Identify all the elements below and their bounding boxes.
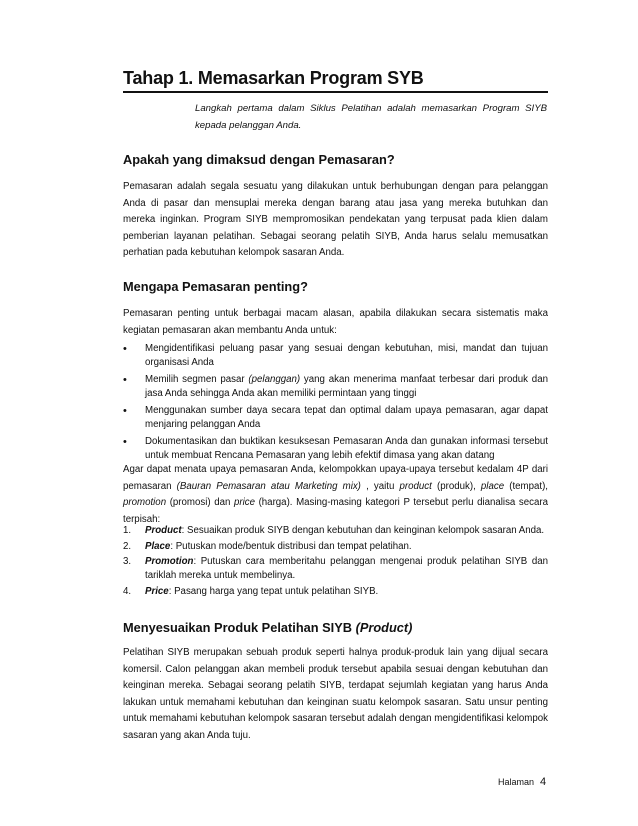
numbered-list <box>123 524 548 600</box>
page-label: Halaman <box>498 777 535 787</box>
page-title: Tahap 1. Memasarkan Program SYB <box>123 68 548 93</box>
bullet-icon: • <box>123 343 127 355</box>
bullet-icon: • <box>123 436 127 448</box>
marketing-mix-paragraph: Agar dapat menata upaya pemasaran Anda, kelompokkan upaya-upaya tersebut kedalam 4P dari pemasaran (Bauran Pemasaran atau Marketing mix) , yaitu product (produk), place (tempat), promotion (promosi) dan price (harga). Masing-masing kategori P tersebut perlu dianalisa secara terpisah: <box>123 464 549 525</box>
list-item: 3. Promotion: Putuskan cara memberitahu pelanggan mengenai produk pelatihan SIYB dan tariklah mereka untuk membelinya. <box>123 556 548 581</box>
bullet-icon: • <box>123 405 127 417</box>
section-heading-marketing-importance: Mengapa Pemasaran penting? <box>123 279 308 294</box>
list-item: • Mengidentifikasi peluang pasar yang sesuai dengan kebutuhan, misi, mandat dan tujuan organisasi Anda <box>123 343 548 368</box>
section-body-marketing-definition: Pemasaran adalah segala sesuatu yang dilakukan untuk berhubungan dengan para pelanggan Anda di pasar dan mensuplai mereka dengan barang atau jasa yang mereka butuhkan dan mereka inginkan. Program SIYB mempromosikan pendekatan yang terpusat pada klien dalam pemberian layanan pelatihan. Sebagai seorang pelatih SIYB, Anda harus selalu memusatkan perhatian pada kebutuhan kelompok sasaran Anda. <box>123 181 548 258</box>
page-footer <box>498 776 546 788</box>
bullet-list <box>123 342 548 466</box>
list-item: • Dokumentasikan dan buktikan kesuksesan Pemasaran Anda dan gunakan informasi tersebut untuk membuat Rencana Pemasaran yang lebih efektif dimasa yang akan datang <box>123 436 548 461</box>
bullet-icon: • <box>123 374 127 386</box>
section-body-marketing-importance: Pemasaran penting untuk berbagai macam alasan, apabila dilakukan secara sistematis maka kegiatan pemasaran akan membantu Anda untuk: <box>123 308 548 336</box>
section-heading-marketing-definition: Apakah yang dimaksud dengan Pemasaran? <box>123 152 395 167</box>
page-number: 4 <box>540 776 547 788</box>
list-item: • Menggunakan sumber daya secara tepat dan optimal dalam upaya pemasaran, agar dapat menjaring pelanggan Anda <box>123 405 548 430</box>
section-body-product: Pelatihan SIYB merupakan sebuah produk seperti halnya produk-produk lain yang dijual secara komersil. Calon pelanggan akan membeli produk tersebut apabila sesuai dengan kebutuhan dan keinginan mereka. Sebagai seorang pelatih SIYB, terdapat sejumlah kegiatan yang harus Anda lakukan untuk memahami kebutuhan dan keinginan suatu kelompok sasaran. Satu unsur penting untuk memahami kebutuhan kelompok sasaran tersebut adalah dengan mengidentifikasi kelompok sasaran yang akan Anda tuju. <box>123 647 548 741</box>
list-item: 2. Place: Putuskan mode/bentuk distribusi dan tempat pelatihan. <box>123 540 412 552</box>
list-item: 1. Product: Sesuaikan produk SIYB dengan kebutuhan dan keinginan kelompok sasaran Anda. <box>123 525 545 536</box>
list-item: 4. Price: Pasang harga yang tepat untuk pelatihan SIYB. <box>123 585 379 597</box>
section-heading-product: Menyesuaikan Produk Pelatihan SIYB (Product) <box>123 620 413 635</box>
list-item: • Memilih segmen pasar (pelanggan) yang akan menerima manfaat terbesar dari produk dan jasa Anda sehingga Anda akan memiliki permintaan yang tinggi <box>123 374 548 399</box>
intro-text: Langkah pertama dalam Siklus Pelatihan adalah memasarkan Program SIYB kepada pelanggan Anda. <box>195 103 547 131</box>
